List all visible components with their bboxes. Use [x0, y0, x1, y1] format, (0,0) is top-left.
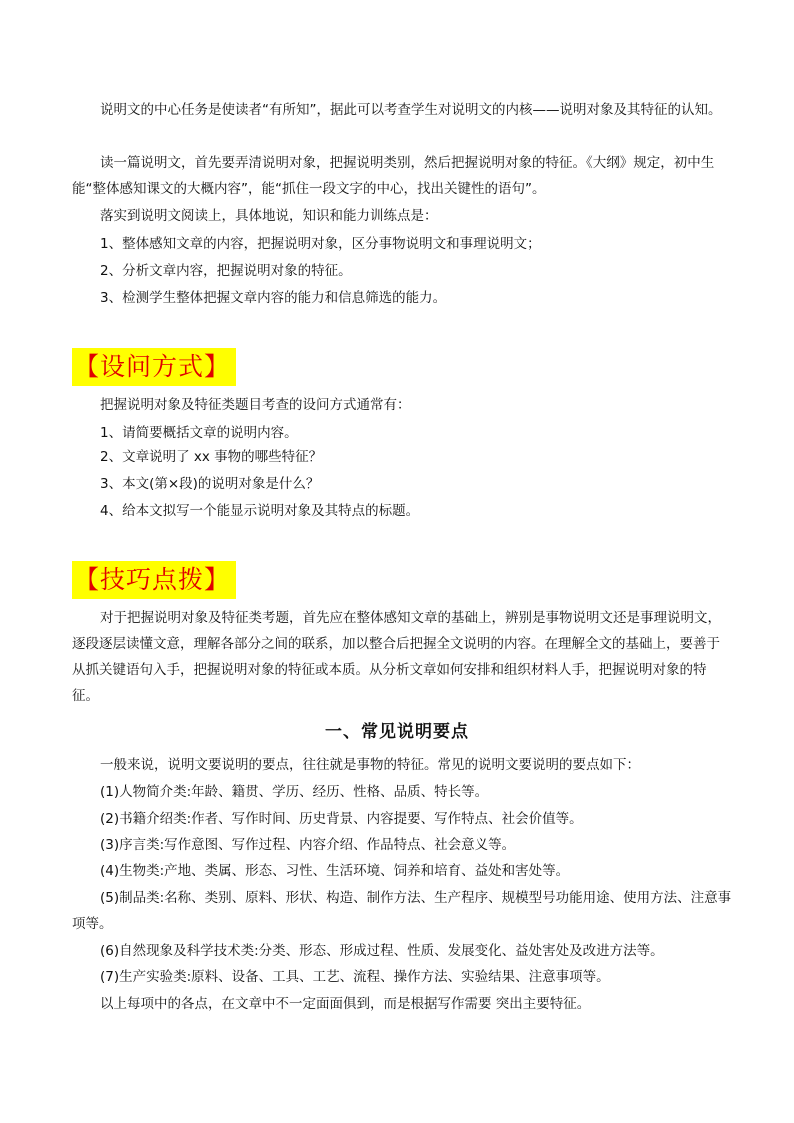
question-list-item: 2、文章说明了 xx 事物的哪些特征？ [100, 449, 323, 465]
intro-list-item: 1、整体感知文章的内容，把握说明对象，区分事物说明文和事理说明文； [100, 236, 541, 252]
points-list-item: (5)制品类:名称、类别、原料、形状、构造、制作方法、生产程序、规模型号功能用途、使用方法、注意事项等。 [72, 890, 732, 932]
points-list-item: (6)自然现象及科学技术类:分类、形态、形成过程、性质、发展变化、益处害处及改进方法等。 [100, 943, 664, 959]
points-list-item: (1)人物简介类:年龄、籍贯、学历、经历、性格、品质、特长等。 [100, 784, 489, 800]
points-list-item: (4)生物类:产地、类属、形态、习性、生活环境、饲养和培育、益处和害处等。 [100, 863, 570, 879]
points-lead: 一般来说，说明文要说明的要点，往往就是事物的特征。常见的说明文要说明的要点如下： [100, 757, 640, 773]
section-banner-question: 【设问方式】 [72, 348, 236, 386]
intro-paragraph-2: 读一篇说明文，首先要弄清说明对象，把握说明类别，然后把握说明对象的特征。《大纲》规定，初中生能“整体感知课文的大概内容”，能“抓住一段文字的中心，找出关键性的语句”。 [72, 155, 715, 197]
points-list-item: (7)生产实验类:原料、设备、工具、工艺、流程、操作方法、实验结果、注意事项等。 [100, 969, 610, 985]
section-banner-skill: 【技巧点拨】 [72, 561, 236, 599]
intro-paragraph-1: 说明文的中心任务是使读者“有所知”，据此可以考查学生对说明文的内核——说明对象及其特征的认知。 [100, 102, 722, 118]
intro-list-item: 3、检测学生整体把握文章内容的能力和信息筛选的能力。 [100, 290, 447, 306]
question-lead: 把握说明对象及特征类题目考查的设问方式通常有： [100, 397, 411, 413]
question-list-item: 1、请简要概括文章的说明内容。 [100, 425, 298, 441]
intro-paragraph-3: 落实到说明文阅读上，具体地说，知识和能力训练点是： [100, 208, 438, 224]
skill-paragraph: 对于把握说明对象及特征类考题，首先应在整体感知文章的基础上，辨别是事物说明文还是事理说明文，逐段逐层读懂文意，理解各部分之间的联系，加以整合后把握全文说明的内容。在理解全文的基础上，要善于从抓关键语句入手，把握说明对象的特征或本质。从分析文章如何安排和组织材料人手，把握说明对象的特征。 [72, 610, 721, 704]
question-list-item: 4、给本文拟写一个能显示说明对象及其特点的标题。 [100, 503, 420, 519]
points-list-item: (3)序言类:写作意图、写作过程、内容介绍、作品特点、社会意义等。 [100, 837, 516, 853]
question-list-item: 3、本文(第×段)的说明对象是什么？ [100, 476, 320, 492]
points-list-item: (2)书籍介绍类:作者、写作时间、历史背景、内容提要、写作特点、社会价值等。 [100, 811, 583, 827]
section-title-points: 一、常见说明要点 [325, 722, 469, 742]
points-closing: 以上每项中的各点，在文章中不一定面面俱到，而是根据写作需要 突出主要特征。 [100, 996, 591, 1012]
intro-list-item: 2、分析文章内容，把握说明对象的特征。 [100, 263, 352, 279]
